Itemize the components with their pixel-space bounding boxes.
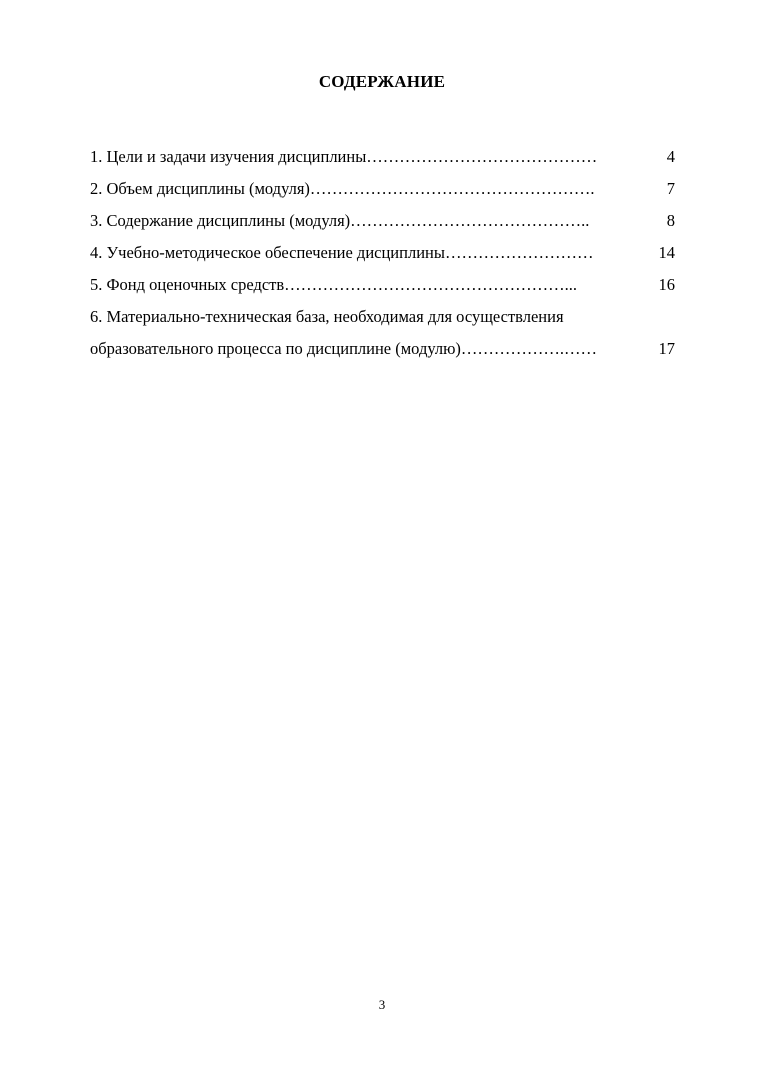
toc-entry-4 [90,242,675,274]
toc-entry-text: 3. Содержание дисциплины (модуля)…………………………………….. [90,211,590,230]
toc-heading: СОДЕРЖАНИЕ [318,72,446,91]
toc-entry-6 [90,306,675,370]
toc-entry-text: 5. Фонд оценочных средств……………………………………………... [90,275,578,294]
toc-entry-text: 1. Цели и задачи изучения дисциплины…………………………………… [90,147,598,166]
toc-entry-text: 4. Учебно-методическое обеспечение дисциплины……………………… [90,243,594,262]
toc-entry-2 [90,178,675,210]
toc-entry-text-line2: образовательного процесса по дисциплине (модулю)……………….…… [90,339,598,358]
toc-entry-text: 2. Объем дисциплины (модуля)……………………………………………. [90,179,595,198]
toc-entry-page: 17 [658,339,675,358]
toc-entry-page: 4 [666,147,675,166]
toc-entry-page: 14 [658,243,675,262]
toc-entry-text-line1: 6. Материально-техническая база, необходимая для осуществления [90,307,564,326]
toc-entry-3 [90,210,675,242]
toc-entry-1 [90,146,675,178]
toc-entry-page: 16 [658,275,675,294]
page-number: 3 [378,997,386,1012]
toc-entry-5 [90,274,675,306]
toc-entry-page: 8 [666,211,675,230]
table-of-contents [90,146,675,370]
toc-entry-page: 7 [666,179,675,198]
